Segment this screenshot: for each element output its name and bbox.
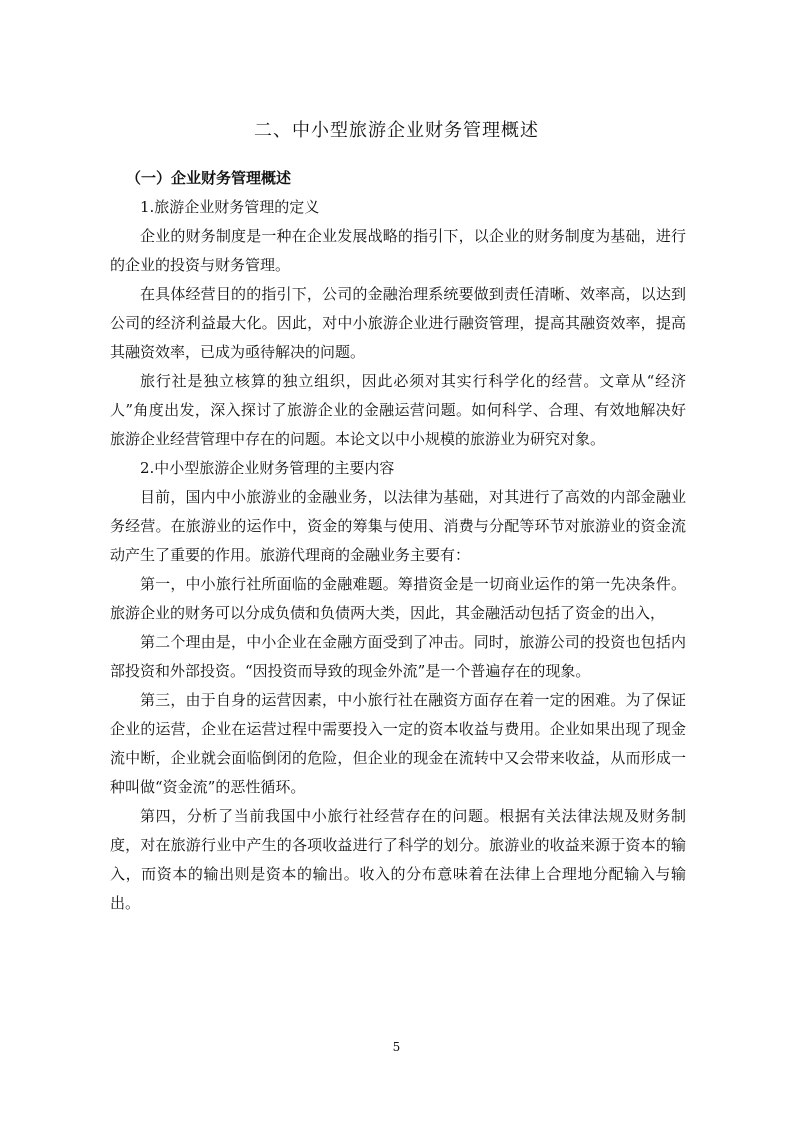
subsection-heading-definition: 1.旅游企业财务管理的定义 (140, 198, 320, 216)
paragraph: 旅行社是独立核算的独立组织，因此必须对其实行科学化的经营。文章从“经济人”角度出发，深入探讨了旅游企业的金融运营问题。如何科学、合理、有效地解决好旅游企业经营管理中存在的问题。本论文以中小规模的旅游业为研究对象。 (110, 372, 686, 448)
subsection-heading-main-content: 2.中小型旅游企业财务管理的主要内容 (140, 459, 395, 477)
paragraph: 第一，中小旅行社所面临的金融难题。筹措资金是一切商业运作的第一先决条件。旅游企业的财务可以分成负债和负债两大类，因此，其金融活动包括了资金的出入， (110, 575, 686, 622)
paragraph: 企业的财务制度是一种在企业发展战略的指引下，以企业的财务制度为基础，进行的企业的投资与财务管理。 (110, 227, 686, 274)
paragraph: 目前，国内中小旅游业的金融业务，以法律为基础，对其进行了高效的内部金融业务经营。在旅游业的运作中，资金的筹集与使用、消费与分配等环节对旅游业的资金流动产生了重要的作用。旅游代理商的金融业务主要有： (110, 488, 686, 564)
paragraph: 在具体经营目的的指引下，公司的金融治理系统要做到责任清晰、效率高，以达到公司的经济利益最大化。因此，对中小旅游企业进行融资管理，提高其融资效率，提高其融资效率，已成为亟待解决的问题。 (110, 285, 686, 361)
page-content (110, 163, 686, 918)
paragraph: 第四，分析了当前我国中小旅行社经营存在的问题。根据有关法律法规及财务制度，对在旅游行业中产生的各项收益进行了科学的划分。旅游业的收益来源于资本的输入，而资本的输出则是资本的输出。收入的分布意味着在法律上合理地分配输入与输出。 (110, 807, 686, 912)
paragraph: 第三，由于自身的运营因素，中小旅行社在融资方面存在着一定的困难。为了保证企业的运营，企业在运营过程中需要投入一定的资本收益与费用。企业如果出现了现金流中断，企业就会面临倒闭的危险，但企业的现金在流转中又会带来收益，从而形成一种叫做“资金流”的恶性循环。 (110, 691, 686, 796)
chapter-title: 二、中小型旅游企业财务管理概述 (254, 120, 539, 141)
section-heading: （一）企业财务管理概述 (126, 169, 292, 187)
paragraph: 第二个理由是，中小企业在金融方面受到了冲击。同时，旅游公司的投资也包括内部投资和外部投资。“因投资而导致的现金外流”是一个普遍存在的现象。 (110, 633, 686, 680)
page-number: 5 (392, 1040, 401, 1054)
